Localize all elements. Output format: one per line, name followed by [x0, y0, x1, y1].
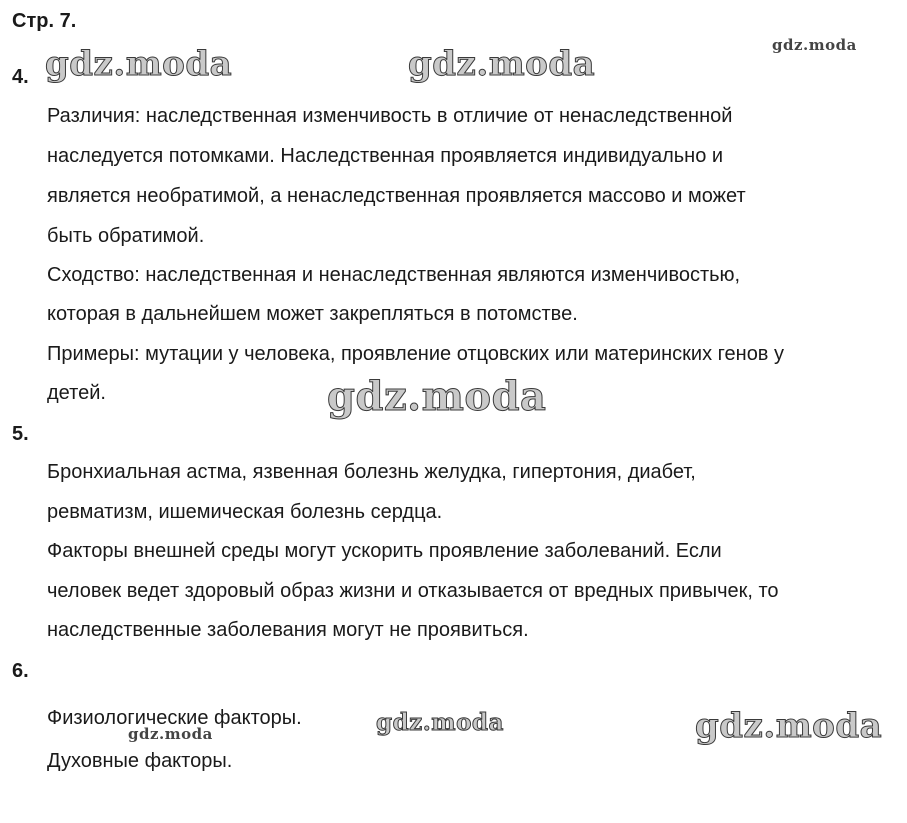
answer-line: Физиологические факторы.	[47, 707, 302, 729]
answer-line: человек ведет здоровый образ жизни и отказывается от вредных привычек, то	[47, 580, 779, 602]
answer-line: Бронхиальная астма, язвенная болезнь желудка, гипертония, диабет,	[47, 461, 696, 483]
task-number: 5.	[12, 423, 29, 445]
task-number: 4.	[12, 66, 29, 88]
answer-line: детей.	[47, 382, 106, 404]
watermark-logo: gdz.moda	[772, 36, 857, 54]
watermark-logo: gdz.moda	[695, 706, 883, 746]
answer-line: Духовные факторы.	[47, 750, 233, 772]
watermark-logo: gdz.moda	[45, 44, 233, 84]
answer-line: Сходство: наследственная и ненаследственная являются изменчивостью,	[47, 264, 741, 286]
answer-line: является необратимой, а ненаследственная проявляется массово и может	[47, 185, 746, 207]
watermark-logo: gdz.moda	[327, 373, 547, 420]
watermark-logo: gdz.moda	[408, 44, 596, 84]
watermark-logo: gdz.moda	[128, 725, 213, 743]
answer-line: ревматизм, ишемическая болезнь сердца.	[47, 501, 443, 523]
answer-line: которая в дальнейшем может закрепляться в потомстве.	[47, 303, 578, 325]
task-number: 6.	[12, 660, 29, 682]
page-number-heading: Стр. 7.	[12, 10, 77, 32]
watermark-logo: gdz.moda	[376, 709, 504, 736]
answer-line: наследственные заболевания могут не проявиться.	[47, 619, 529, 641]
answer-line: быть обратимой.	[47, 225, 205, 247]
answer-line: Факторы внешней среды могут ускорить проявление заболеваний. Если	[47, 540, 722, 562]
answer-line: наследуется потомками. Наследственная проявляется индивидуально и	[47, 145, 724, 167]
answer-line: Различия: наследственная изменчивость в отличие от ненаследственной	[47, 105, 733, 127]
answer-line: Примеры: мутации у человека, проявление отцовских или материнских генов у	[47, 343, 784, 365]
